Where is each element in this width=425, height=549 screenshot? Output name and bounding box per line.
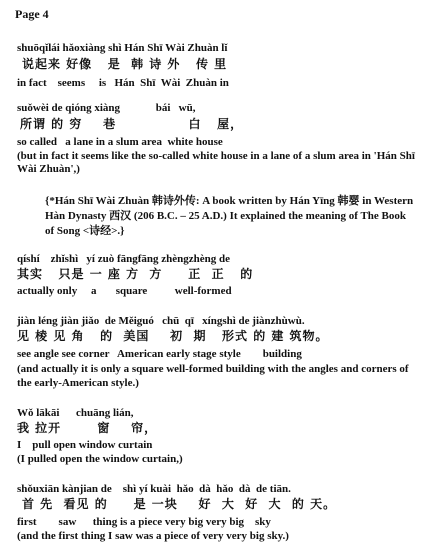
translation-line: (I pulled open the window curtain,) [17, 453, 183, 465]
hanzi-line: 见 棱 见 角 的 美国 初 期 形式 的 建 筑物。 [17, 329, 329, 343]
english-gloss-line: I pull open window curtain [17, 439, 153, 451]
pinyin-line: shuōqǐlái hǎoxiàng shì Hán Shī Wài Zhuàn lǐ [17, 42, 228, 54]
translation-line: (but in fact it seems like the so-called white house in a lane of a slum area in 'Hán Shī Wài Zhuàn',) [17, 150, 415, 175]
page-label: Page 4 [15, 7, 49, 21]
english-gloss-line: in fact seems is Hán Shī Wài Zhuàn in [17, 77, 229, 89]
pinyin-line: shǒuxiān kànjian de shì yí kuài hǎo dà hǎo dà de tiān. [17, 483, 291, 495]
hanzi-line: 首 先 看见 的 是 一块 好 大 好 大 的 天。 [22, 497, 337, 511]
pinyin-line: suǒwèi de qióng xiàng bái wū, [17, 102, 196, 114]
hanzi-line: 其实 只是 一 座 方 方 正 正 的 [17, 267, 254, 281]
english-gloss-line: see angle see corner American early stage style building [17, 348, 302, 360]
english-gloss-line: first saw thing is a piece very big very big sky [17, 516, 271, 528]
english-gloss-line: so called a lane in a slum area white house [17, 136, 223, 148]
footnote: {*Hán Shī Wài Zhuàn 韩诗外传: A book written by Hán Yīng 韩婴 in Western Hàn Dynasty 西汉 (206 B.C. – 25 A.D.) It explained the meaning of The Book of Song <诗经>.} [45, 195, 414, 237]
pinyin-line: qíshí zhǐshì yí zuò fāngfāng zhèngzhèng de [17, 253, 231, 265]
pinyin-line: Wǒ lākāi chuāng lián, [17, 407, 134, 419]
translation-line: (and the first thing I saw was a piece of very very big sky.) [17, 530, 289, 542]
hanzi-line: 说起来 好像 是 韩 诗 外 传 里 [22, 57, 228, 71]
pinyin-line: jiàn léng jiàn jiǎo de Měiguó chū qī xíngshì de jiànzhùwù. [17, 315, 305, 327]
hanzi-line: 我 拉开 窗 帘， [17, 421, 158, 435]
english-gloss-line: actually only a square well-formed [17, 285, 232, 297]
translation-line: (and actually it is only a square well-formed building with the angles and corners of the early-American style.) [17, 363, 409, 389]
hanzi-line: 所谓 的 穷 巷 白 屋， [20, 117, 244, 131]
